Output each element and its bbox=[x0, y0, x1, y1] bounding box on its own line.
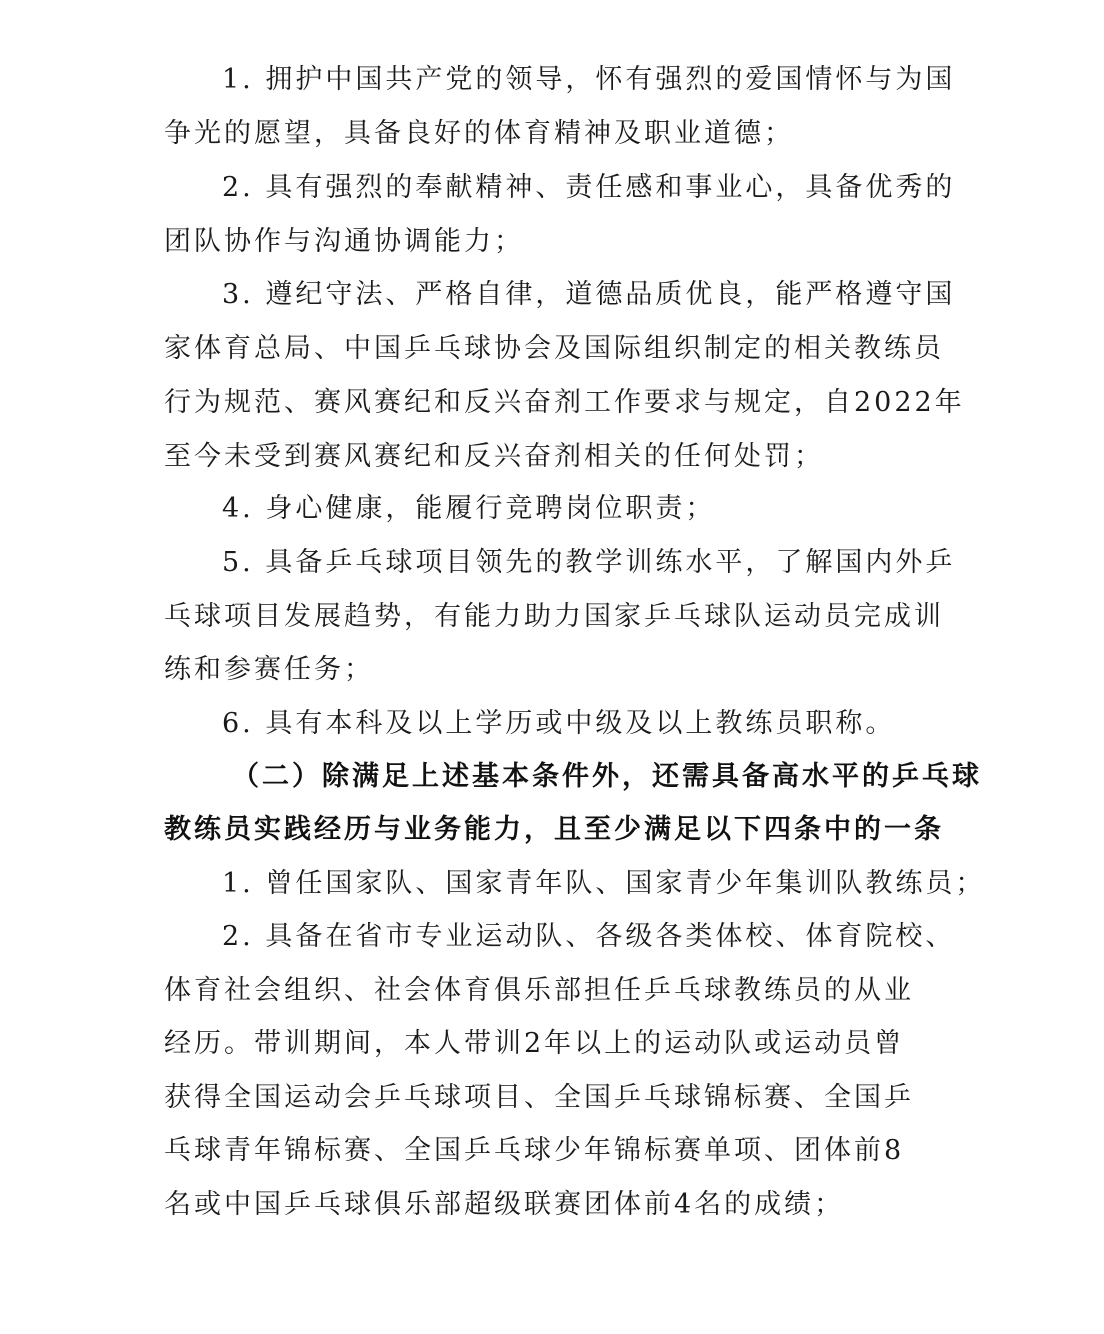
paragraph-line: 行为规范、赛风赛纪和反兴奋剂工作要求与规定，自2022年 bbox=[164, 387, 965, 418]
paragraph-line: 体育社会组织、社会体育俱乐部担任乒乓球教练员的从业 bbox=[164, 975, 914, 1006]
paragraph-line: 6. 具有本科及以上学历或中级及以上教练员职称。 bbox=[222, 708, 896, 739]
section-heading: 教练员实践经历与业务能力，且至少满足以下四条中的一条 bbox=[164, 814, 944, 845]
paragraph-line: 家体育总局、中国乒乓球协会及国际组织制定的相关教练员 bbox=[164, 333, 944, 364]
paragraph-line: 1. 拥护中国共产党的领导，怀有强烈的爱国情怀与为国 bbox=[222, 64, 956, 95]
paragraph-line: 3. 遵纪守法、严格自律，道德品质优良，能严格遵守国 bbox=[222, 279, 956, 310]
paragraph-line: 名或中国乒乓球俱乐部超级联赛团体前4名的成绩； bbox=[164, 1189, 845, 1220]
paragraph-line: 获得全国运动会乒乓球项目、全国乒乓球锦标赛、全国乒 bbox=[164, 1082, 914, 1113]
paragraph-line: 乓球青年锦标赛、全国乒乓球少年锦标赛单项、团体前8 bbox=[164, 1135, 905, 1166]
paragraph-line: 争光的愿望，具备良好的体育精神及职业道德； bbox=[164, 118, 794, 149]
paragraph-line: 2. 具备在省市专业运动队、各级各类体校、体育院校、 bbox=[222, 921, 956, 952]
paragraph-line: 1. 曾任国家队、国家青年队、国家青少年集训队教练员； bbox=[222, 868, 986, 899]
paragraph-line: 经历。带训期间，本人带训2年以上的运动队或运动员曾 bbox=[164, 1028, 905, 1059]
paragraph-line: 团队协作与沟通协调能力； bbox=[164, 226, 524, 257]
paragraph-line: 4. 身心健康，能履行竞聘岗位职责； bbox=[222, 493, 716, 524]
paragraph-line: 至今未受到赛风赛纪和反兴奋剂相关的任何处罚； bbox=[164, 441, 824, 472]
section-heading: （二）除满足上述基本条件外，还需具备高水平的乒乓球 bbox=[232, 761, 982, 792]
paragraph-line: 乓球项目发展趋势，有能力助力国家乒乓球队运动员完成训 bbox=[164, 601, 944, 632]
paragraph-line: 练和参赛任务； bbox=[164, 654, 374, 685]
paragraph-line: 5. 具备乒乓球项目领先的教学训练水平，了解国内外乒 bbox=[222, 547, 956, 578]
paragraph-line: 2. 具有强烈的奉献精神、责任感和事业心，具备优秀的 bbox=[222, 172, 956, 203]
